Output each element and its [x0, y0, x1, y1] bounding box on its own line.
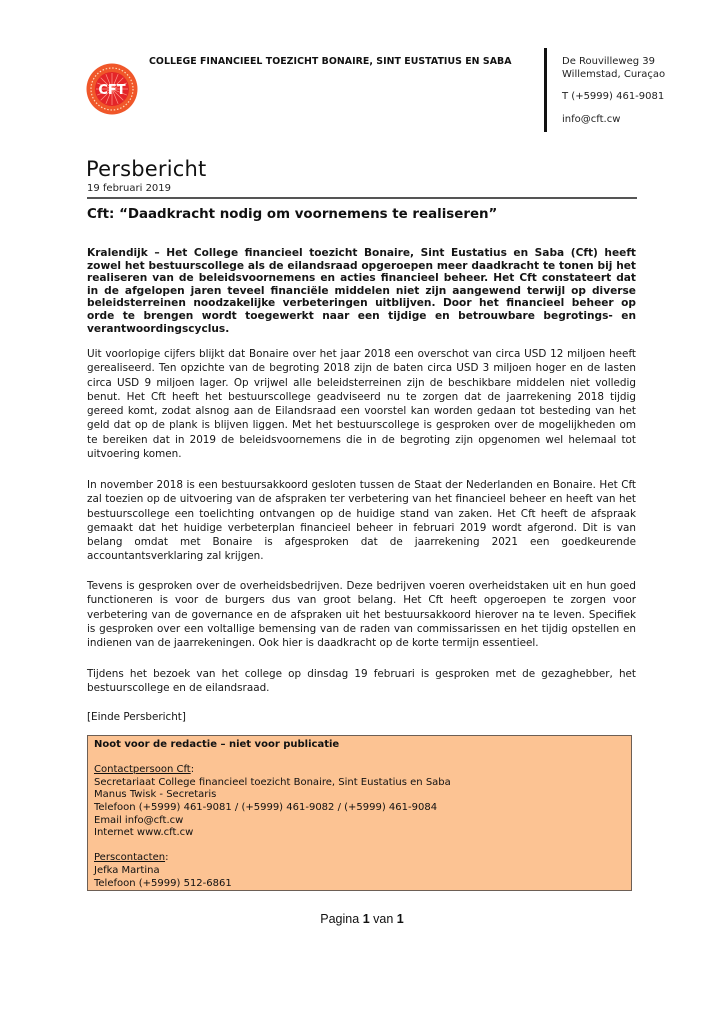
- letterhead-divider: [544, 48, 547, 132]
- address-phone: T (+5999) 461-9081: [562, 91, 665, 102]
- contact-website[interactable]: Internet www.cft.cw: [94, 827, 194, 839]
- contact-line: Secretariaat College financieel toezicht Bonaire, Sint Eustatius en Saba: [94, 776, 451, 788]
- address-email[interactable]: info@cft.cw: [562, 113, 621, 125]
- organization-name: COLLEGE FINANCIEEL TOEZICHT BONAIRE, SINT EUSTATIUS EN SABA: [149, 56, 512, 67]
- contact-heading: Contactpersoon Cft: [94, 764, 191, 776]
- body-paragraph-3: Tevens is gesproken over de overheidsbedrijven. Deze bedrijven voeren overheidstaken uit en hun goed functioneren is voor de burgers dus van groot belang. Het Cft heeft opgeroepen te zorgen voor verbetering van de governance en de afspraken uit het bestuursakkoord hierover na te leven. Specifiek is gesproken over een voltallige bemensing van de raden van commissarissen en het tijdig opstellen en indienen van de jaarrekeningen. Ook hier is daadkracht op de korte termijn essentieel.: [87, 580, 636, 650]
- press-heading-line: Perscontacten:: [94, 852, 169, 864]
- press-heading: Perscontacten: [94, 852, 166, 864]
- address-street: De Rouvilleweg 39: [562, 56, 655, 67]
- headline: Cft: “Daadkracht nodig om voornemens te realiseren”: [87, 207, 498, 222]
- lead-paragraph: Kralendijk – Het College financieel toezicht Bonaire, Sint Eustatius en Saba (Cft) heeft zowel het bestuurscollege als de eilandsraad opgeroepen meer daadkracht te tonen bij het realiseren van de beleidsvoornemens en acties financieel beheer. Het Cft constateert dat in de afgelopen jaren teveel financiële middelen niet zijn aangewend terwijl op diverse beleidsterreinen noodzakelijke verbeteringen uitblijven. Door het financieel beheer op orde te brengen wordt toegewerkt naar een tijdige en betrouwbare begrotings- en verantwoordingscyclus.: [87, 247, 636, 335]
- contact-line: Telefoon (+5999) 461-9081 / (+5999) 461-9082 / (+5999) 461-9084: [94, 801, 438, 813]
- cft-logo: [86, 63, 138, 115]
- contact-email[interactable]: Email info@cft.cw: [94, 814, 184, 826]
- current-page: 1: [362, 912, 370, 926]
- body-paragraph-2: In november 2018 is een bestuursakkoord gesloten tussen de Staat der Nederlanden en Bonaire. Het Cft zal toezien op de uitvoering van de afspraken ter verbetering van het financieel beheer en heeft van het bestuurscollege een toelichting ontvangen op de huidige stand van zaken. Het Cft heeft de afspraak gemaakt dat het huidige verbeterplan financieel beheer in februari 2019 wordt afgerond. Dit is van belang omdat met Bonaire is afgesproken dat de jaarrekening 2021 een goedkeurende accountantsverklaring zal krijgen.: [87, 479, 636, 563]
- end-marker: [Einde Persbericht]: [87, 711, 186, 723]
- logo-text: CFT: [98, 83, 126, 98]
- address-city: Willemstad, Curaçao: [562, 68, 666, 80]
- cft-logo-icon: [86, 63, 138, 115]
- body-paragraph-1: Uit voorlopige cijfers blijkt dat Bonaire over het jaar 2018 een overschot van circa USD 12 miljoen heeft gerealiseerd. Ten opzichte van de begroting 2018 zijn de baten circa USD 3 miljoen hoger en de lasten circa USD 9 miljoen lager. Op vrijwel alle beleidsterreinen zijn de beschikbare middelen niet volledig benut. Het Cft heeft het bestuurscollege geadviseerd nu te zorgen dat de jaarrekening 2018 tijdig gereed komt, zodat alsnog aan de Eilandsraad een voorstel kan worden gedaan tot besteding van het geld dat op de plank is blijven liggen. Met het bestuurscollege is gesproken over de mogelijkheden om te bereiken dat in 2019 de beleidsvoornemens die in de begroting zijn opgenomen wel helemaal tot uitvoering komen.: [87, 348, 636, 461]
- contact-heading-line: Contactpersoon Cft:: [94, 764, 195, 776]
- editor-note-box: [87, 735, 632, 891]
- address-block: [562, 56, 665, 126]
- document-type: Persbericht: [86, 157, 207, 181]
- total-pages: 1: [396, 912, 404, 926]
- press-contact-phone: Telefoon (+5999) 512-6861: [94, 877, 232, 889]
- title-divider: [87, 197, 637, 199]
- contact-line: Manus Twisk - Secretaris: [94, 789, 217, 801]
- body-paragraph-4: Tijdens het bezoek van het college op dinsdag 19 februari is gesproken met de gezaghebber, het bestuurscollege en de eilandsraad.: [87, 668, 636, 695]
- page-number: Pagina 1 van 1: [320, 912, 404, 926]
- press-contact-name: Jefka Martina: [94, 864, 160, 876]
- document-date: 19 februari 2019: [87, 183, 172, 194]
- note-title: Noot voor de redactie – niet voor publicatie: [94, 739, 340, 750]
